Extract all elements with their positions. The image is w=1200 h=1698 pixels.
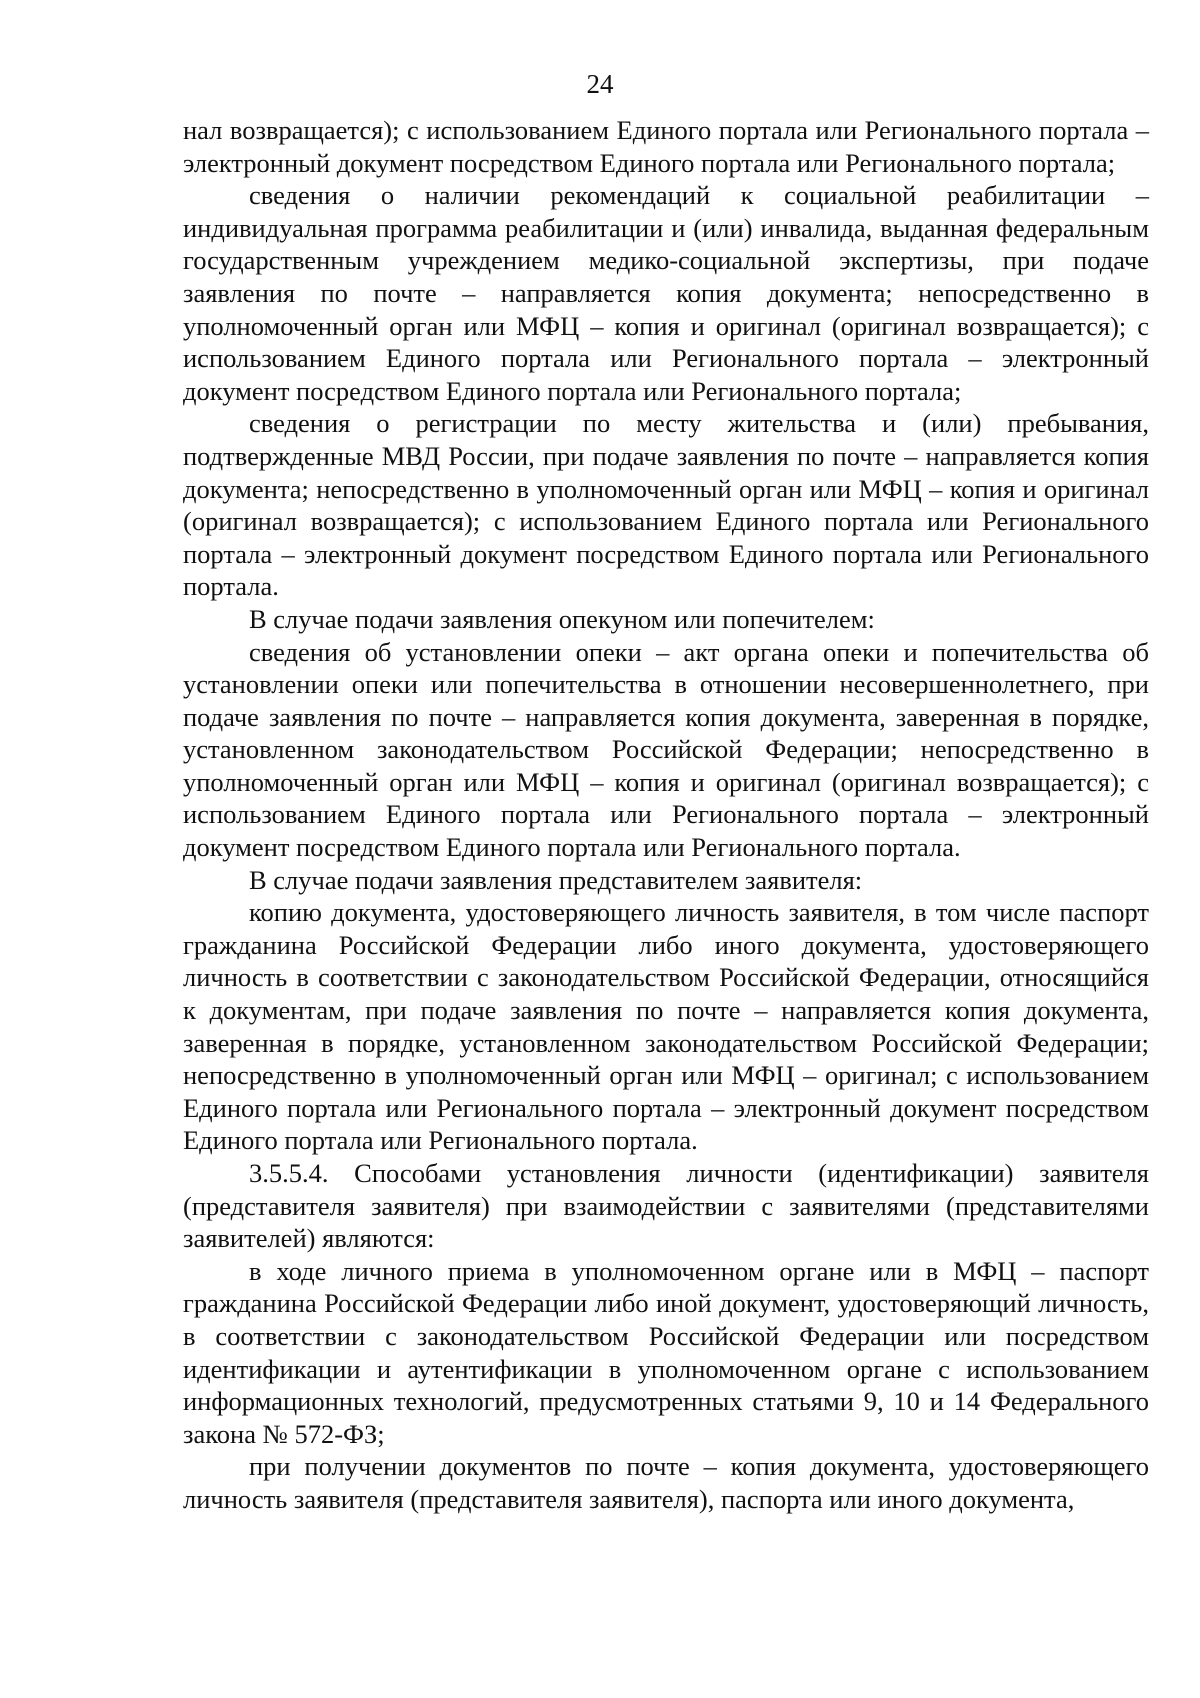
paragraph-continuation: нал возвращается); с использованием Единого портала или Регионального портала – электронный документ посредством Единого портала или Регионального портала; (183, 115, 1149, 178)
paragraph-registration-info: сведения о регистрации по месту жительства и (или) пребывания, подтвержденные МВД России, при подаче заявления по почте – направляется копия документа; непосредственно в уполномоченный орган или МФЦ – копия и оригинал (оригинал возвращается); с использованием Единого портала или Регионального портала – электронный документ посредством Единого портала или Регионального портала. (183, 408, 1149, 602)
paragraph-guardianship-info: сведения об установлении опеки – акт органа опеки и попечительства об установлении опеки или попечительства в отношении несовершеннолетнего, при подаче заявления по почте – направляется копия документа, заверенная в порядке, установленном законодательством Российской Федерации; непосредственно в уполномоченный орган или МФЦ – копия и оригинал (оригинал возвращается); с использованием Единого портала или Регионального портала – электронный документ посредством Единого портала или Регионального портала. (183, 636, 1149, 863)
paragraph-personal-reception: в ходе личного приема в уполномоченном органе или в МФЦ – паспорт гражданина Российской Федерации либо иной документ, удостоверяющий личность, в соответствии с законодательством Российской Федерации или посредством идентификации и аутентификации в уполномоченном органе с использованием информационных технологий, предусмотренных статьями 9, 10 и 14 Федерального закона № 572-ФЗ; (183, 1255, 1149, 1449)
paragraph-section-3-5-5-4: 3.5.5.4. Способами установления личности (идентификации) заявителя (представителя заявителя) при взаимодействии с заявителями (представителями заявителей) являются: (183, 1158, 1149, 1254)
paragraph-identity-document-copy: копию документа, удостоверяющего личность заявителя, в том числе паспорт гражданина Российской Федерации либо иного документа, удостоверяющего личность в соответствии с законодательством Российской Федерации, относящийся к документам, при подаче заявления по почте – направляется копия документа, заверенная в порядке, установленном законодательством Российской Федерации; непосредственно в уполномоченный орган или МФЦ – оригинал; с использованием Единого портала или Регионального портала – электронный документ посредством Единого портала или Регионального портала. (183, 897, 1149, 1156)
document-body (183, 114, 1149, 1516)
paragraph-representative-case-heading: В случае подачи заявления представителем заявителя: (249, 864, 863, 895)
paragraph-postal-documents: при получении документов по почте – копия документа, удостоверяющего личность заявителя (представителя заявителя), паспорта или иного документа, (183, 1451, 1149, 1514)
paragraph-guardian-case-heading: В случае подачи заявления опекуном или попечителем: (249, 603, 875, 634)
page-number: 24 (586, 69, 614, 99)
paragraph-rehabilitation-recommendations: сведения о наличии рекомендаций к социальной реабилитации – индивидуальная программа реабилитации и (или) инвалида, выданная федеральным государственным учреждением медико-социальной экспертизы, при подаче заявления по почте – направляется копия документа; непосредственно в уполномоченный орган или МФЦ – копия и оригинал (оригинал возвращается); с использованием Единого портала или Регионального портала – электронный документ посредством Единого портала или Регионального портала; (183, 180, 1149, 406)
